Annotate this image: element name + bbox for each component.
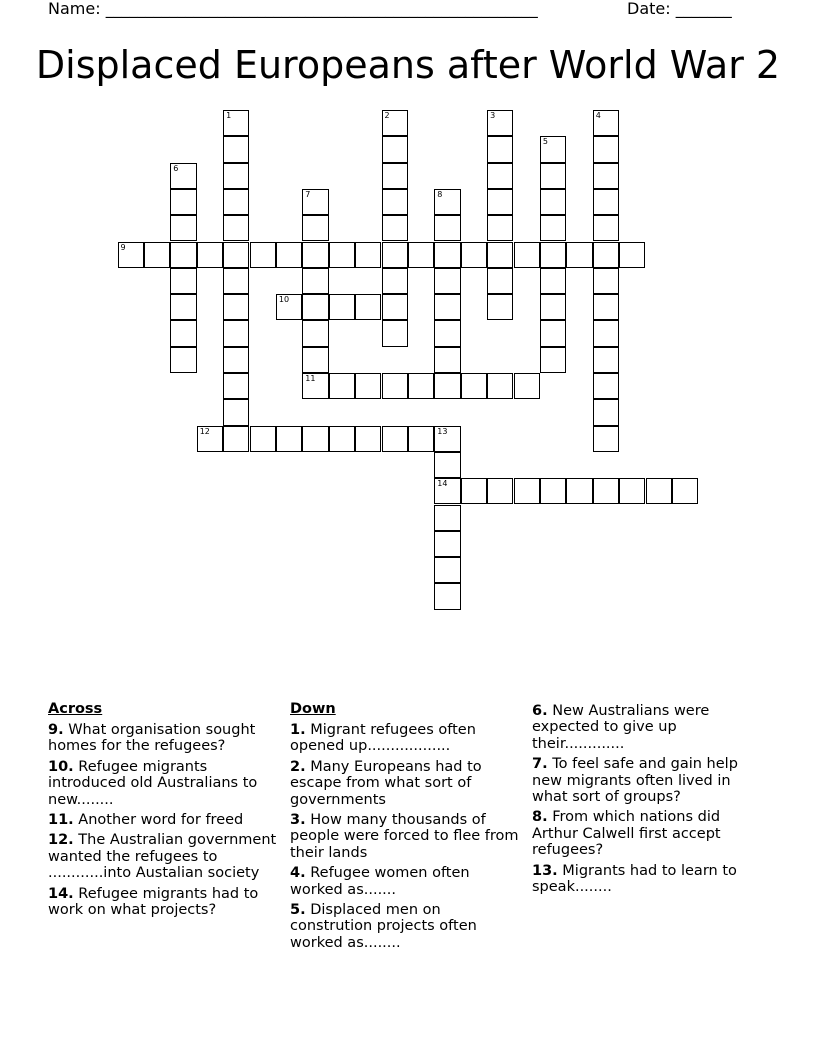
crossword-cell[interactable] (434, 294, 460, 320)
crossword-cell[interactable] (382, 268, 408, 294)
clue-number: 13 (437, 426, 448, 436)
crossword-cell[interactable] (223, 294, 249, 320)
crossword-cell[interactable] (170, 320, 196, 346)
clue-item-number: 14. (48, 885, 74, 902)
crossword-cell[interactable] (223, 136, 249, 162)
crossword-cell[interactable] (461, 478, 487, 504)
crossword-cell[interactable] (434, 452, 460, 478)
crossword-cell[interactable] (540, 136, 566, 162)
crossword-cell[interactable] (593, 320, 619, 346)
crossword-cell[interactable] (250, 426, 276, 452)
crossword-cell[interactable] (276, 242, 302, 268)
clue-item-number: 12. (48, 832, 74, 849)
crossword-cell[interactable] (408, 373, 434, 399)
clue-item (290, 722, 522, 755)
crossword-cell[interactable] (329, 294, 355, 320)
clue-item-text: Displaced men on constrution projects often worked as........ (290, 902, 477, 951)
clue-item-number: 8. (532, 809, 548, 826)
crossword-cell[interactable] (329, 373, 355, 399)
clue-item (290, 902, 522, 951)
crossword-cell[interactable] (302, 294, 328, 320)
name-line: ______________________________________________________ (105, 0, 538, 18)
crossword-cell[interactable] (487, 268, 513, 294)
crossword-cell[interactable] (434, 505, 460, 531)
puzzle-title: Displaced Europeans after World War 2 (35, 43, 781, 87)
clue-item (532, 809, 764, 858)
clue-number: 2 (384, 111, 390, 120)
crossword-cell[interactable] (223, 189, 249, 215)
crossword-cell[interactable] (408, 242, 434, 268)
crossword-cell[interactable] (382, 215, 408, 241)
clue-number: 12 (199, 426, 210, 436)
crossword-cell[interactable] (514, 478, 540, 504)
crossword-cell[interactable] (540, 320, 566, 346)
clue-number: 6 (173, 163, 179, 173)
crossword-cell[interactable] (540, 215, 566, 241)
crossword-cell[interactable] (593, 215, 619, 241)
down-clues-column-2 (532, 703, 764, 899)
crossword-cell[interactable] (593, 189, 619, 215)
crossword-cell[interactable] (593, 136, 619, 162)
clue-number: 8 (437, 189, 443, 199)
crossword-cell[interactable] (593, 426, 619, 452)
crossword-cell[interactable] (434, 189, 460, 215)
crossword-cell[interactable] (487, 373, 513, 399)
crossword-cell[interactable] (276, 294, 302, 320)
clue-item (48, 722, 280, 755)
clue-item-text: From which nations did Arthur Calwell first accept refugees? (532, 809, 721, 859)
crossword-cell[interactable] (223, 268, 249, 294)
crossword-cell[interactable] (434, 320, 460, 346)
crossword-cell[interactable] (434, 426, 460, 452)
crossword-cell[interactable] (382, 163, 408, 189)
down-heading: Down (290, 701, 336, 717)
crossword-cell[interactable] (355, 294, 381, 320)
crossword-cell[interactable] (223, 163, 249, 189)
crossword-cell[interactable] (382, 110, 408, 136)
crossword-cell[interactable] (170, 268, 196, 294)
crossword-cell[interactable] (540, 268, 566, 294)
clue-item-text: How many thousands of people were forced to flee from their lands (290, 812, 519, 861)
clue-item-text: To feel safe and gain help new migrants often lived in what sort of groups? (532, 756, 738, 806)
crossword-cell[interactable] (302, 189, 328, 215)
clue-item (48, 832, 280, 881)
clue-item-number: 5. (290, 902, 306, 919)
crossword-cell[interactable] (593, 373, 619, 399)
clue-item-number: 11. (48, 812, 74, 829)
crossword-cell[interactable] (514, 242, 540, 268)
clue-item (48, 886, 280, 919)
crossword-cell[interactable] (487, 110, 513, 136)
crossword-cell[interactable] (302, 320, 328, 346)
clue-item (532, 756, 764, 805)
clue-item-text: Refugee women often worked as....... (290, 865, 470, 898)
crossword-cell[interactable] (434, 583, 460, 609)
clue-item-text: Migrant refugees often opened up.................. (290, 722, 476, 755)
crossword-cell[interactable] (382, 426, 408, 452)
crossword-cell[interactable] (566, 478, 592, 504)
crossword-cell[interactable] (593, 163, 619, 189)
crossword-cell[interactable] (302, 215, 328, 241)
clue-number: 7 (305, 189, 311, 199)
crossword-cell[interactable] (434, 215, 460, 241)
crossword-cell[interactable] (302, 242, 328, 268)
clue-number: 4 (595, 111, 601, 120)
clue-item-text: Migrants had to learn to speak........ (532, 862, 737, 896)
across-clues (48, 700, 280, 922)
clue-item (290, 865, 522, 898)
crossword-cell[interactable] (408, 426, 434, 452)
crossword-cell[interactable] (302, 426, 328, 452)
clue-item (290, 812, 522, 861)
crossword-cell[interactable] (540, 242, 566, 268)
crossword-cell[interactable] (487, 294, 513, 320)
crossword-cell[interactable] (170, 347, 196, 373)
crossword-cell[interactable] (170, 215, 196, 241)
crossword-cell[interactable] (461, 373, 487, 399)
crossword-cell[interactable] (223, 399, 249, 425)
crossword-cell[interactable] (540, 347, 566, 373)
crossword-cell[interactable] (118, 242, 144, 268)
crossword-cell[interactable] (355, 426, 381, 452)
crossword-cell[interactable] (223, 320, 249, 346)
clue-item-text: Another word for freed (73, 812, 244, 829)
crossword-cell[interactable] (302, 268, 328, 294)
crossword-cell[interactable] (223, 242, 249, 268)
crossword-cell[interactable] (487, 242, 513, 268)
clue-item-text: Refugee migrants introduced old Australians to new........ (48, 758, 258, 808)
date-label: Date: (627, 0, 671, 18)
crossword-cell[interactable] (540, 163, 566, 189)
clue-item (532, 703, 764, 752)
crossword-cell[interactable] (170, 294, 196, 320)
clue-item-number: 13. (532, 862, 558, 879)
clue-item-number: 7. (532, 756, 548, 773)
clue-item-number: 10. (48, 758, 74, 775)
crossword-cell[interactable] (487, 478, 513, 504)
crossword-cell[interactable] (566, 242, 592, 268)
clue-item-number: 3. (290, 812, 306, 829)
crossword-cell[interactable] (434, 531, 460, 557)
crossword-cell[interactable] (329, 426, 355, 452)
crossword-cell[interactable] (250, 242, 276, 268)
crossword-cell[interactable] (540, 478, 566, 504)
across-clue-list (48, 722, 280, 918)
crossword-cell[interactable] (593, 110, 619, 136)
crossword-cell[interactable] (302, 373, 328, 399)
crossword-cell[interactable] (355, 242, 381, 268)
clue-item (532, 863, 764, 896)
crossword-cell[interactable] (593, 399, 619, 425)
clue-item-text: What organisation sought homes for the refugees? (48, 722, 256, 755)
clue-item (48, 759, 280, 808)
clue-item-text: Refugee migrants had to work on what projects? (48, 885, 259, 919)
crossword-cell[interactable] (382, 373, 408, 399)
crossword-cell[interactable] (593, 294, 619, 320)
clue-item-number: 1. (290, 722, 306, 738)
crossword-cell[interactable] (197, 242, 223, 268)
clue-item-number: 6. (532, 703, 548, 719)
clue-item-number: 9. (48, 722, 64, 738)
down-clue-list (290, 722, 522, 951)
clue-item-number: 2. (290, 758, 306, 775)
clue-number: 3 (490, 111, 496, 120)
clue-number: 5 (542, 137, 548, 147)
crossword-cell[interactable] (540, 294, 566, 320)
crossword-cell[interactable] (487, 136, 513, 162)
crossword-cell[interactable] (672, 478, 698, 504)
crossword-cell[interactable] (223, 373, 249, 399)
crossword-cell[interactable] (619, 242, 645, 268)
crossword-cell[interactable] (223, 347, 249, 373)
crossword-cell[interactable] (619, 478, 645, 504)
crossword-cell[interactable] (382, 320, 408, 346)
crossword-cell[interactable] (223, 215, 249, 241)
crossword-cell[interactable] (487, 189, 513, 215)
crossword-cell[interactable] (382, 189, 408, 215)
down-clues-column-1 (290, 700, 522, 955)
crossword-cell[interactable] (593, 478, 619, 504)
crossword-cell[interactable] (593, 347, 619, 373)
crossword-cell[interactable] (382, 242, 408, 268)
crossword-cell[interactable] (223, 426, 249, 452)
crossword-cell[interactable] (382, 136, 408, 162)
crossword-cell[interactable] (540, 189, 566, 215)
crossword-cell[interactable] (434, 242, 460, 268)
crossword-cell[interactable] (355, 373, 381, 399)
clue-number: 1 (226, 111, 232, 120)
crossword-cell[interactable] (434, 557, 460, 583)
clue-item-number: 4. (290, 865, 306, 882)
crossword-cell[interactable] (593, 242, 619, 268)
crossword-cell[interactable] (329, 242, 355, 268)
clue-number: 9 (120, 242, 126, 252)
crossword-cell[interactable] (302, 347, 328, 373)
clue-number: 14 (437, 479, 448, 489)
crossword-cell[interactable] (487, 215, 513, 241)
name-label: Name: (48, 0, 101, 18)
clue-item-text: New Australians were expected to give up their............. (532, 703, 710, 752)
clue-number: 11 (305, 374, 316, 383)
crossword-cell[interactable] (382, 294, 408, 320)
clue-item (290, 759, 522, 808)
clue-item-text: The Australian government wanted the refugees to ............into Austalian society (48, 832, 277, 882)
crossword-cell[interactable] (434, 347, 460, 373)
crossword-cell[interactable] (197, 426, 223, 452)
crossword-cell[interactable] (434, 268, 460, 294)
across-heading: Across (48, 701, 103, 717)
down-clue-list-continued (532, 703, 764, 895)
crossword-cell[interactable] (223, 110, 249, 136)
crossword-cell[interactable] (170, 242, 196, 268)
crossword-cell[interactable] (434, 478, 460, 504)
crossword-cell[interactable] (434, 373, 460, 399)
crossword-cell[interactable] (593, 268, 619, 294)
crossword-cell[interactable] (514, 373, 540, 399)
clue-item-text: Many Europeans had to escape from what sort of governments (290, 758, 482, 808)
crossword-cell[interactable] (144, 242, 170, 268)
crossword-cell[interactable] (276, 426, 302, 452)
crossword-cell[interactable] (170, 163, 196, 189)
clue-number: 10 (278, 295, 290, 305)
crossword-cell[interactable] (487, 163, 513, 189)
date-line: _______ (675, 0, 732, 18)
clue-item (48, 812, 280, 828)
crossword-cell[interactable] (461, 242, 487, 268)
crossword-cell[interactable] (170, 189, 196, 215)
crossword-cell[interactable] (646, 478, 672, 504)
